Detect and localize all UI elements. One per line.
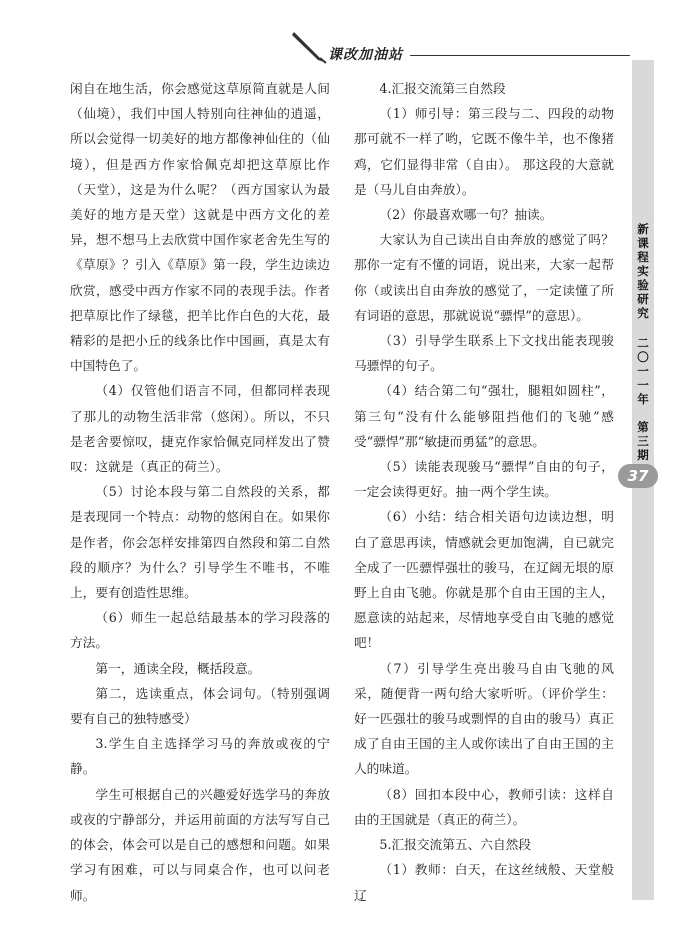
paragraph: （8）回扣本段中心，教师引读：这样自由的王国就是（真正的荷兰）。 bbox=[354, 786, 614, 827]
paragraph: （3）引导学生联系上下文找出能表现骏马骠悍的句子。 bbox=[354, 333, 614, 374]
left-column bbox=[70, 76, 330, 908]
page-header bbox=[290, 30, 630, 64]
paragraph: （7）引导学生亮出骏马自由飞驰的风采，随便背一两句给大家听听。（评价学生：好一匹强壮的骏马或剽悍的自由的骏马）真正成了自由王国的主人或你读出了自由王国的主人的味道。 bbox=[354, 660, 614, 777]
paragraph: （4）仅管他们语言不同，但都同样表现了那儿的动物生活非常（悠闲）。所以，不只是老舍要惊叹，捷克作家恰佩克同样发出了赞叹：这就是（真正的荷兰）。 bbox=[70, 383, 330, 475]
paragraph: （6）小结：结合相关语句边读边想，明白了意思再读，情感就会更加饱满，自已就完全成了一匹骠悍强壮的骏马，在辽阔无垠的原野上自由飞驰。你就是那个自由王国的主人，愿意读的站起来，尽情地享受自由飞驰的感觉吧！ bbox=[354, 509, 614, 651]
paragraph: （5）读能表现骏马“骠悍”自由的句子，一定会读得更好。抽一两个学生读。 bbox=[354, 459, 614, 500]
paragraph: 闲自在地生活，你会感觉这草原简直就是人间（仙境），我们中国人特别向往神仙的逍遥，所以会觉得一切美好的地方都像神仙住的（仙境），但是西方作家恰佩克却把这草原比作（天堂），这是为什么呢？（西方国家认为最美好的地方是天堂）这就是中西方文化的差异，想不想马上去欣赏中国作家老舍先生写的《草原》？引入《草原》第一段，学生边读边欣赏，感受中西方作家不同的表现手法。作者把草原比作了绿毯，把羊比作白色的大花，最精彩的是把小丘的线条比作中国画，真是太有中国特色了。 bbox=[70, 81, 330, 374]
paragraph: 学生可根据自己的兴趣爱好选学马的奔放或夜的宁静部分，并运用前面的方法写写自己的体会，体会可以是自己的感想和问题。如果学习有困难，可以与同桌合作，也可以问老师。 bbox=[70, 786, 330, 903]
paragraph: 4.汇报交流第三自然段 bbox=[379, 81, 506, 96]
paragraph: （6）师生一起总结最基本的学习段落的方法。 bbox=[70, 610, 330, 651]
paragraph: 5.汇报交流第五、六自然段 bbox=[379, 837, 532, 853]
section-title: 课改加油站 bbox=[328, 47, 403, 63]
paragraph: （1）教师：白天，在这丝绒般、天堂般辽 bbox=[354, 862, 614, 903]
paragraph: 3.学生自主选择学习马的奔放或夜的宁静。 bbox=[70, 736, 330, 777]
pen-icon bbox=[290, 30, 330, 64]
page-number: 37 bbox=[618, 464, 658, 488]
paragraph: （2）你最喜欢哪一句？抽读。 bbox=[379, 207, 553, 223]
paragraph: （4）结合第二句“强壮，腿粗如圆柱”，第三句“没有什么能够阻挡他们的飞驰”感受“骠悍”那“敏捷而勇猛”的意思。 bbox=[354, 383, 614, 449]
paragraph: 第一，通读全段，概括段意。 bbox=[95, 660, 261, 676]
journal-name: 新 课 程 实 验 研 究 二 〇 一 一 年 第 三 期 bbox=[637, 222, 649, 462]
right-column bbox=[354, 76, 614, 908]
paragraph: 第二，选读重点，体会词句。（特别强调要有自己的独特感受） bbox=[70, 685, 330, 727]
paragraph: （1）师引导：第三段与二、四段的动物那可就不一样了哟，它既不像牛羊，也不像猪鸡，它们显得非常（自由）。 那这段的大意就是（马儿自由奔放）。 bbox=[354, 106, 614, 197]
paragraph: 大家认为自己读出自由奔放的感觉了吗？那你一定有不懂的词语，说出来，大家一起帮你（或读出自由奔放的感觉了，一定读懂了所有词语的意思，那就说说“骠悍”的意思）。 bbox=[354, 232, 614, 323]
paragraph: （5）讨论本段与第二自然段的关系，都是表现同一个特点：动物的悠闲自在。如果你是作者，你会怎样安排第四自然段和第二自然段的顺序？为什么？引导学生不唯书，不唯上，要有创造性思维。 bbox=[70, 484, 330, 601]
header-rule bbox=[410, 55, 630, 56]
